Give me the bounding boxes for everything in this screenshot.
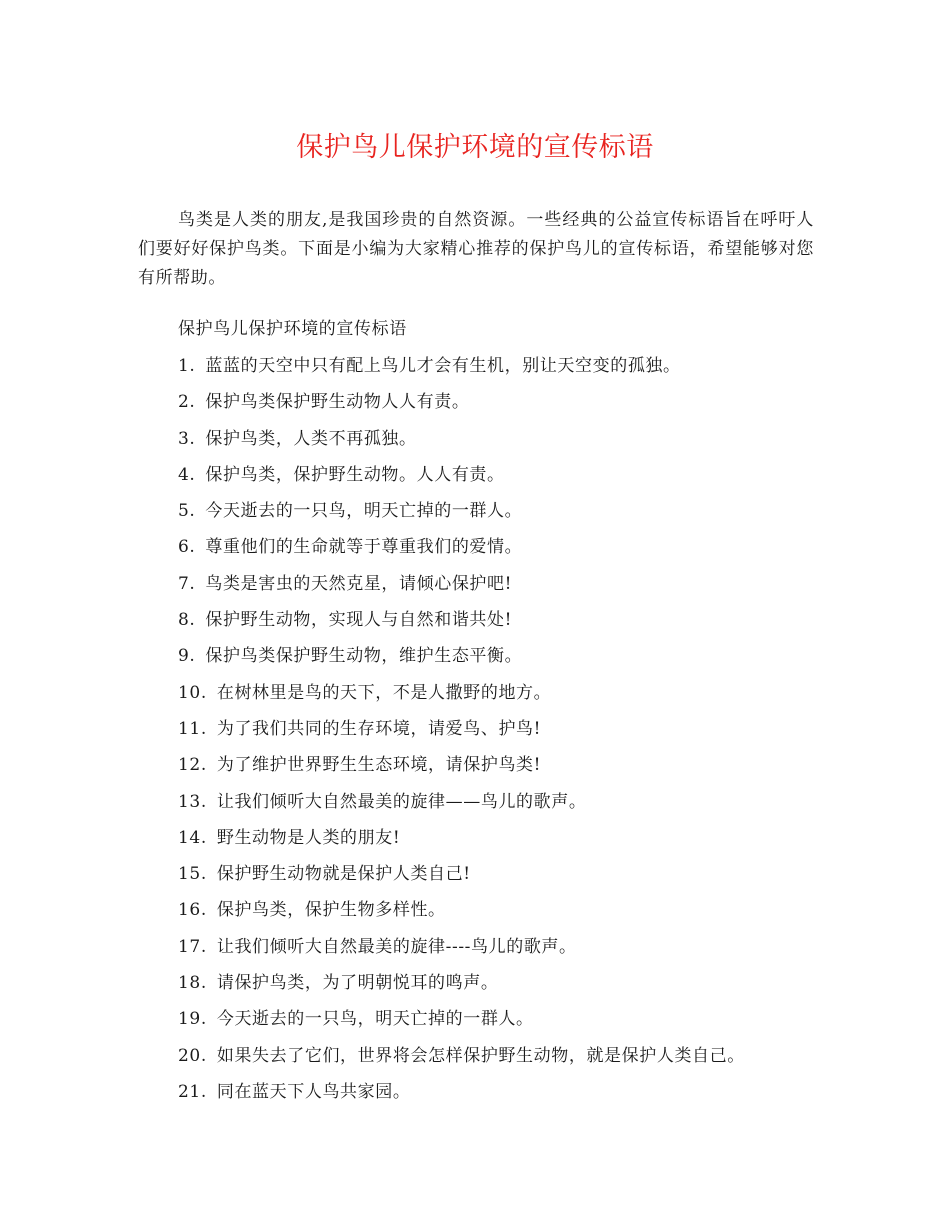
slogan-item xyxy=(178,753,745,789)
slogan-item xyxy=(178,354,745,390)
slogan-number: 14. xyxy=(178,827,207,848)
slogan-number: 10. xyxy=(178,682,207,703)
slogan-item xyxy=(178,535,745,571)
slogan-text: 保护鸟类，人类不再孤独。 xyxy=(205,428,417,449)
slogan-text: 让我们倾听大自然最美的旋律——鸟儿的歌声。 xyxy=(216,791,587,812)
slogan-text: 保护野生动物就是保护人类自己! xyxy=(216,864,471,885)
slogan-number: 19. xyxy=(178,1009,207,1030)
slogan-text: 在树林里是鸟的天下，不是人撒野的地方。 xyxy=(216,682,552,703)
slogan-number: 12. xyxy=(178,755,207,776)
slogan-text: 今天逝去的一只鸟，明天亡掉的一群人。 xyxy=(205,501,523,522)
slogan-number: 13. xyxy=(178,791,207,812)
slogan-text: 让我们倾听大自然最美的旋律----鸟儿的歌声。 xyxy=(216,936,577,957)
slogan-text: 野生动物是人类的朋友! xyxy=(216,827,401,848)
slogan-item xyxy=(178,862,745,898)
slogan-number: 17. xyxy=(178,936,207,957)
slogan-item xyxy=(178,898,745,934)
slogan-item xyxy=(178,427,745,463)
slogan-number: 8. xyxy=(178,610,196,631)
slogan-list xyxy=(178,354,745,1116)
slogan-text: 同在蓝天下人鸟共家园。 xyxy=(216,1081,411,1102)
slogan-text: 请保护鸟类，为了明朝悦耳的鸣声。 xyxy=(216,973,499,994)
slogan-text: 尊重他们的生命就等于尊重我们的爱情。 xyxy=(205,537,523,558)
slogan-item xyxy=(178,826,745,862)
slogan-item xyxy=(178,971,745,1007)
slogan-number: 5. xyxy=(178,501,196,522)
slogan-number: 9. xyxy=(178,646,196,667)
slogan-text: 保护鸟类保护野生动物人人有责。 xyxy=(205,392,470,413)
slogan-item xyxy=(178,1007,745,1043)
slogan-text: 保护鸟类，保护野生动物。人人有责。 xyxy=(205,464,505,485)
slogan-item xyxy=(178,390,745,426)
slogan-number: 21. xyxy=(178,1081,207,1102)
slogan-text: 鸟类是害虫的天然克星，请倾心保护吧! xyxy=(205,573,513,594)
intro-paragraph: 鸟类是人类的朋友,是我国珍贵的自然资源。一些经典的公益宣传标语旨在呼吁人们要好好保护鸟类。下面是小编为大家精心推荐的保护鸟儿的宣传标语，希望能够对您有所帮助。 xyxy=(138,210,814,288)
slogan-number: 4. xyxy=(178,464,196,485)
page-title: 保护鸟儿保护环境的宣传标语 xyxy=(296,132,654,163)
slogan-text: 保护鸟类保护野生动物，维护生态平衡。 xyxy=(205,646,523,667)
slogan-number: 7. xyxy=(178,573,196,594)
slogan-text: 为了我们共同的生存环境，请爱鸟、护鸟! xyxy=(216,718,542,739)
slogan-item xyxy=(178,572,745,608)
slogan-text: 如果失去了它们，世界将会怎样保护野生动物，就是保护人类自己。 xyxy=(216,1045,745,1066)
slogan-number: 16. xyxy=(178,900,207,921)
slogan-text: 今天逝去的一只鸟，明天亡掉的一群人。 xyxy=(216,1009,534,1030)
slogan-item xyxy=(178,935,745,971)
slogan-item xyxy=(178,790,745,826)
slogan-text: 保护野生动物，实现人与自然和谐共处! xyxy=(205,610,513,631)
section-heading: 保护鸟儿保护环境的宣传标语 xyxy=(178,319,407,339)
slogan-number: 6. xyxy=(178,537,196,558)
slogan-number: 11. xyxy=(178,718,207,739)
slogan-item xyxy=(178,717,745,753)
slogan-number: 3. xyxy=(178,428,196,449)
slogan-item xyxy=(178,463,745,499)
slogan-item xyxy=(178,499,745,535)
slogan-number: 1. xyxy=(178,356,196,376)
slogan-number: 2. xyxy=(178,392,196,413)
slogan-text: 蓝蓝的天空中只有配上鸟儿才会有生机，别让天空变的孤独。 xyxy=(205,356,681,376)
slogan-number: 18. xyxy=(178,973,207,994)
slogan-text: 为了维护世界野生生态环境，请保护鸟类! xyxy=(216,755,542,776)
slogan-item xyxy=(178,681,745,717)
slogan-number: 15. xyxy=(178,864,207,885)
slogan-number: 20. xyxy=(178,1045,207,1066)
slogan-item xyxy=(178,1044,745,1080)
slogan-item xyxy=(178,1080,745,1116)
slogan-text: 保护鸟类，保护生物多样性。 xyxy=(216,900,446,921)
slogan-item xyxy=(178,644,745,680)
slogan-item xyxy=(178,608,745,644)
